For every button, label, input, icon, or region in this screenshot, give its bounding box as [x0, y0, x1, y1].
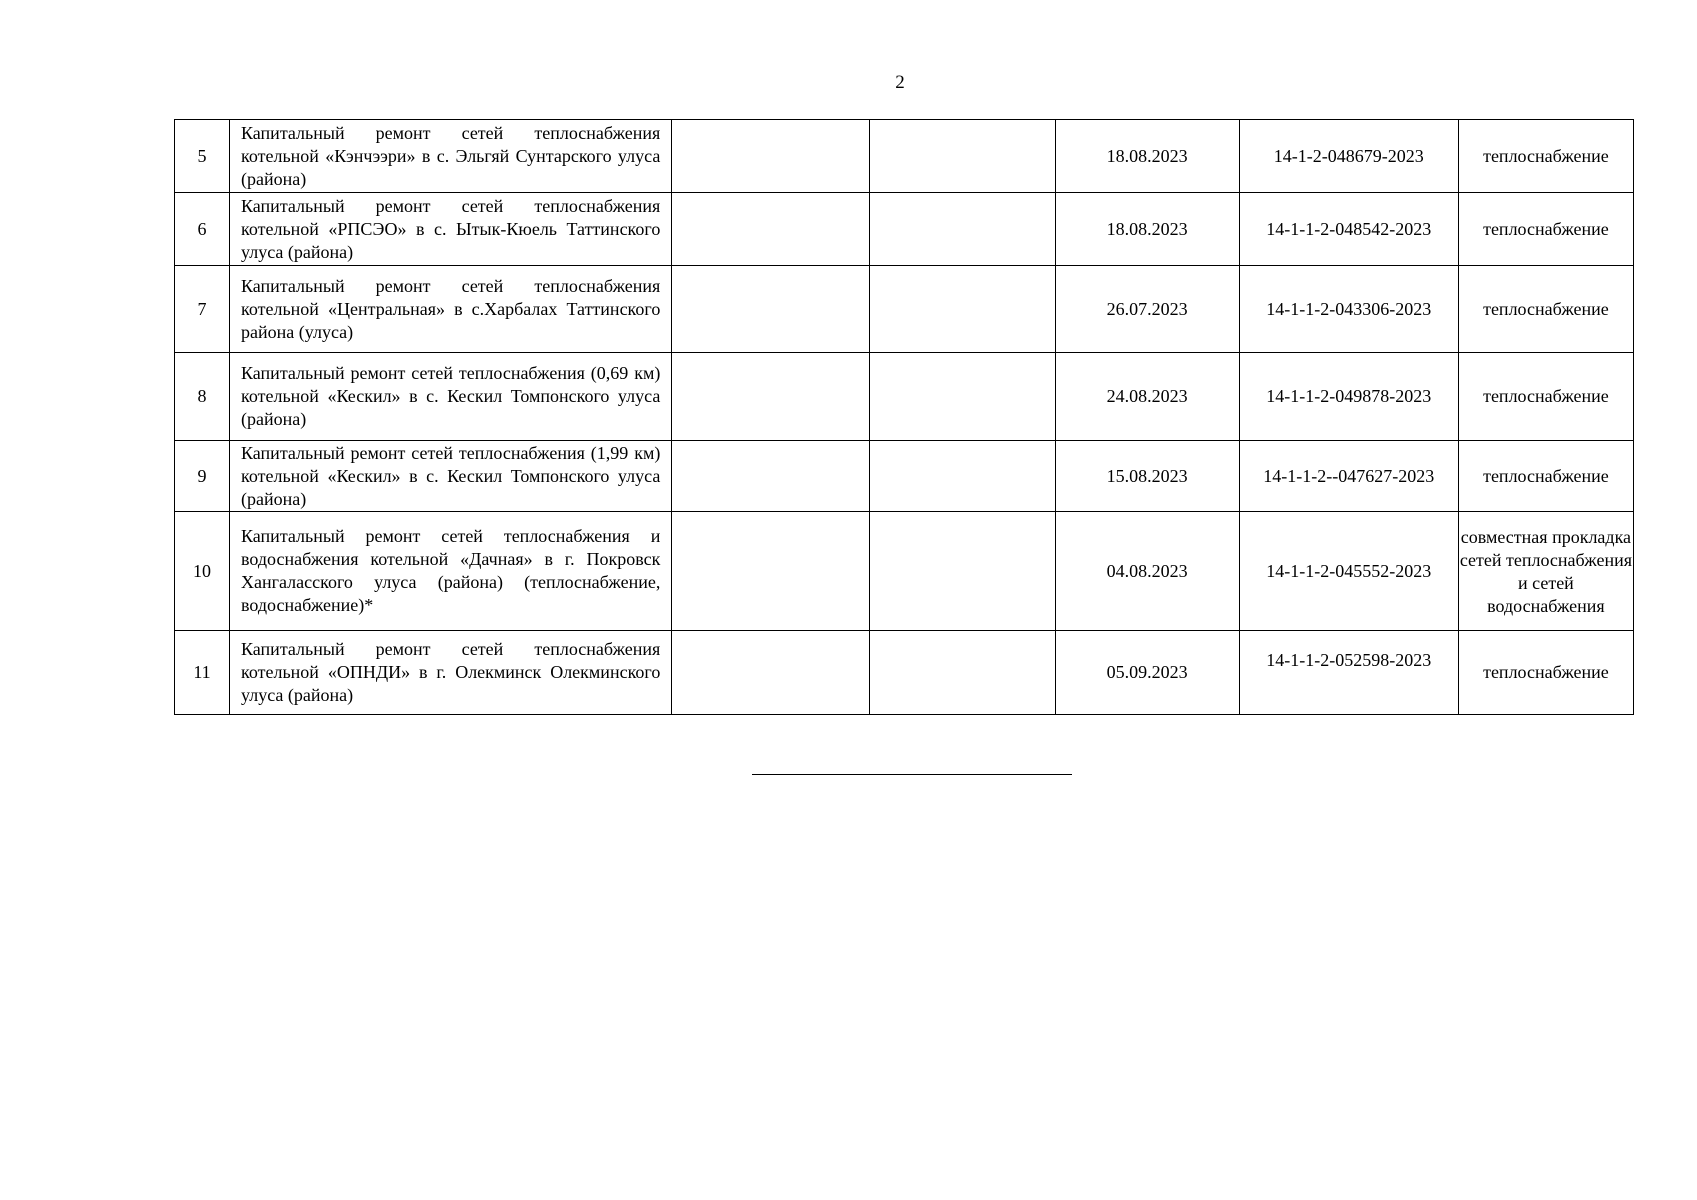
empty-cell: [672, 266, 870, 353]
project-name: Капитальный ремонт сетей теплоснабжения котельной «Кэнчээри» в с. Эльгяй Сунтарского улуса (района): [230, 120, 672, 193]
empty-cell: [870, 193, 1055, 266]
date-cell: 18.08.2023: [1055, 193, 1239, 266]
type-cell: теплоснабжение: [1458, 120, 1633, 193]
project-name: Капитальный ремонт сетей теплоснабжения котельной «РПСЭО» в с. Ытык-Кюель Таттинского улуса (района): [230, 193, 672, 266]
table-row: [175, 120, 1634, 193]
table-row: [175, 631, 1634, 715]
type-cell: теплоснабжение: [1458, 631, 1633, 715]
table-row: [175, 512, 1634, 631]
date-cell: 24.08.2023: [1055, 353, 1239, 441]
project-name: Капитальный ремонт сетей теплоснабжения (1,99 км) котельной «Кескил» в с. Кескил Томпонского улуса (района): [230, 441, 672, 512]
project-name: Капитальный ремонт сетей теплоснабжения котельной «Центральная» в с.Харбалах Таттинского района (улуса): [230, 266, 672, 353]
code-cell: 14-1-2-048679-2023: [1239, 120, 1458, 193]
code-cell: 14-1-1-2-043306-2023: [1239, 266, 1458, 353]
row-number: 8: [175, 353, 230, 441]
date-cell: 18.08.2023: [1055, 120, 1239, 193]
type-cell: теплоснабжение: [1458, 266, 1633, 353]
empty-cell: [870, 441, 1055, 512]
row-number: 5: [175, 120, 230, 193]
empty-cell: [672, 353, 870, 441]
row-number: 11: [175, 631, 230, 715]
projects-table: [174, 119, 1634, 715]
empty-cell: [672, 441, 870, 512]
code-cell: 14-1-1-2-052598-2023: [1239, 631, 1458, 715]
type-cell: теплоснабжение: [1458, 353, 1633, 441]
date-cell: 04.08.2023: [1055, 512, 1239, 631]
date-cell: 26.07.2023: [1055, 266, 1239, 353]
row-number: 6: [175, 193, 230, 266]
row-number: 7: [175, 266, 230, 353]
type-cell: теплоснабжение: [1458, 441, 1633, 512]
row-number: 10: [175, 512, 230, 631]
empty-cell: [870, 120, 1055, 193]
empty-cell: [870, 512, 1055, 631]
type-cell: теплоснабжение: [1458, 193, 1633, 266]
project-name: Капитальный ремонт сетей теплоснабжения и водоснабжения котельной «Дачная» в г. Покровск Хангаласского улуса (района) (теплоснабжение, водоснабжение)*: [230, 512, 672, 631]
project-name: Капитальный ремонт сетей теплоснабжения (0,69 км) котельной «Кескил» в с. Кескил Томпонского улуса (района): [230, 353, 672, 441]
code-cell: 14-1-1-2-049878-2023: [1239, 353, 1458, 441]
type-cell: совместная прокладка сетей теплоснабжения и сетей водоснабжения: [1458, 512, 1633, 631]
table-row: [175, 441, 1634, 512]
empty-cell: [672, 120, 870, 193]
footer-divider: [752, 774, 1072, 775]
table-row: [175, 193, 1634, 266]
empty-cell: [672, 631, 870, 715]
page-number: 2: [895, 72, 905, 93]
empty-cell: [672, 512, 870, 631]
code-cell: 14-1-1-2--047627-2023: [1239, 441, 1458, 512]
project-name: Капитальный ремонт сетей теплоснабжения котельной «ОПНДИ» в г. Олекминск Олекминского улуса (района): [230, 631, 672, 715]
code-cell: 14-1-1-2-045552-2023: [1239, 512, 1458, 631]
date-cell: 15.08.2023: [1055, 441, 1239, 512]
table-row: [175, 266, 1634, 353]
empty-cell: [870, 631, 1055, 715]
table-row: [175, 353, 1634, 441]
empty-cell: [870, 353, 1055, 441]
empty-cell: [672, 193, 870, 266]
date-cell: 05.09.2023: [1055, 631, 1239, 715]
empty-cell: [870, 266, 1055, 353]
code-cell: 14-1-1-2-048542-2023: [1239, 193, 1458, 266]
row-number: 9: [175, 441, 230, 512]
